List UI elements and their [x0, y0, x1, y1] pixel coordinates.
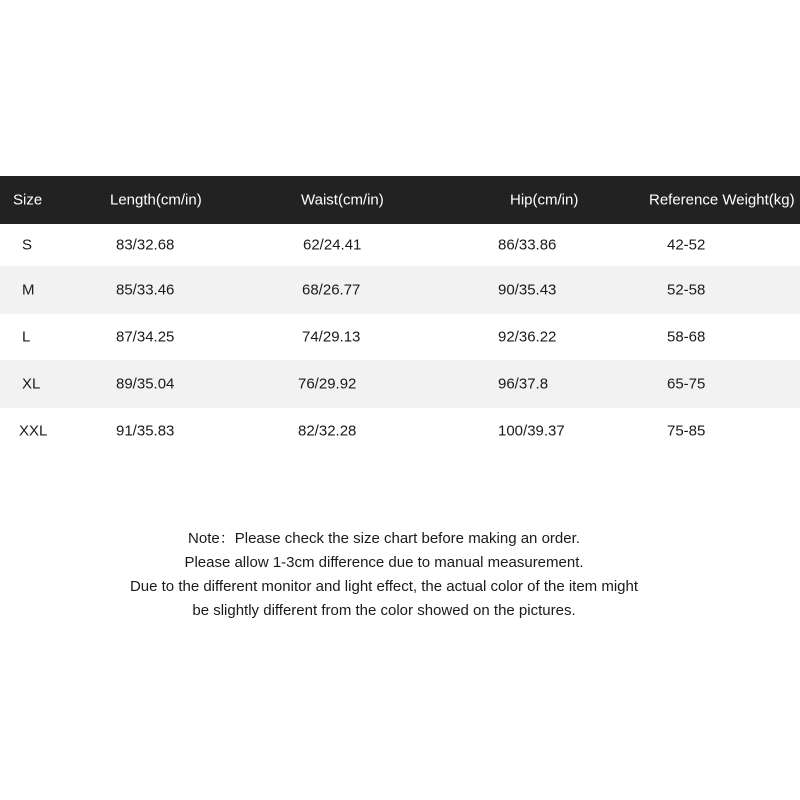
- cell-length: 87/34.25: [116, 328, 175, 346]
- cell-hip: 96/37.8: [498, 375, 549, 393]
- table-row: [0, 314, 800, 360]
- cell-weight: 65-75: [667, 375, 706, 393]
- cell-size: S: [22, 236, 33, 254]
- cell-size: M: [22, 281, 35, 299]
- cell-waist: 62/24.41: [303, 236, 362, 254]
- note-line: be slightly different from the color showed on the pictures.: [192, 602, 576, 619]
- note-line: Due to the different monitor and light effect, the actual color of the item might: [129, 578, 639, 595]
- cell-hip: 86/33.86: [498, 236, 557, 254]
- header-size: Size: [13, 191, 43, 209]
- header-length: Length(cm/in): [110, 191, 202, 209]
- cell-length: 85/33.46: [116, 281, 175, 299]
- size-note: [0, 527, 768, 623]
- cell-length: 91/35.83: [116, 422, 175, 440]
- cell-size: XL: [22, 375, 41, 393]
- header-waist: Waist(cm/in): [301, 191, 384, 209]
- cell-waist: 76/29.92: [298, 375, 357, 393]
- cell-size: L: [22, 328, 31, 346]
- header-reference-weight: Reference Weight(kg): [649, 191, 795, 209]
- cell-weight: 52-58: [667, 281, 706, 299]
- size-chart-table: [0, 176, 800, 454]
- cell-size: XXL: [19, 422, 48, 440]
- cell-waist: 74/29.13: [302, 328, 361, 346]
- cell-hip: 90/35.43: [498, 281, 557, 299]
- cell-waist: 82/32.28: [298, 422, 357, 440]
- cell-length: 89/35.04: [116, 375, 175, 393]
- table-row: [0, 408, 800, 454]
- cell-weight: 58-68: [667, 328, 706, 346]
- table-row: [0, 224, 800, 266]
- cell-waist: 68/26.77: [302, 281, 361, 299]
- cell-weight: 42-52: [667, 236, 706, 254]
- cell-hip: 100/39.37: [498, 422, 565, 440]
- header-hip: Hip(cm/in): [510, 191, 579, 209]
- cell-weight: 75-85: [667, 422, 706, 440]
- table-header-row: [0, 176, 800, 224]
- cell-hip: 92/36.22: [498, 328, 557, 346]
- cell-length: 83/32.68: [116, 236, 175, 254]
- note-line: Please allow 1-3cm difference due to manual measurement.: [184, 554, 584, 571]
- table-row: [0, 360, 800, 408]
- note-line: Note：Please check the size chart before making an order.: [188, 530, 580, 547]
- table-row: [0, 266, 800, 314]
